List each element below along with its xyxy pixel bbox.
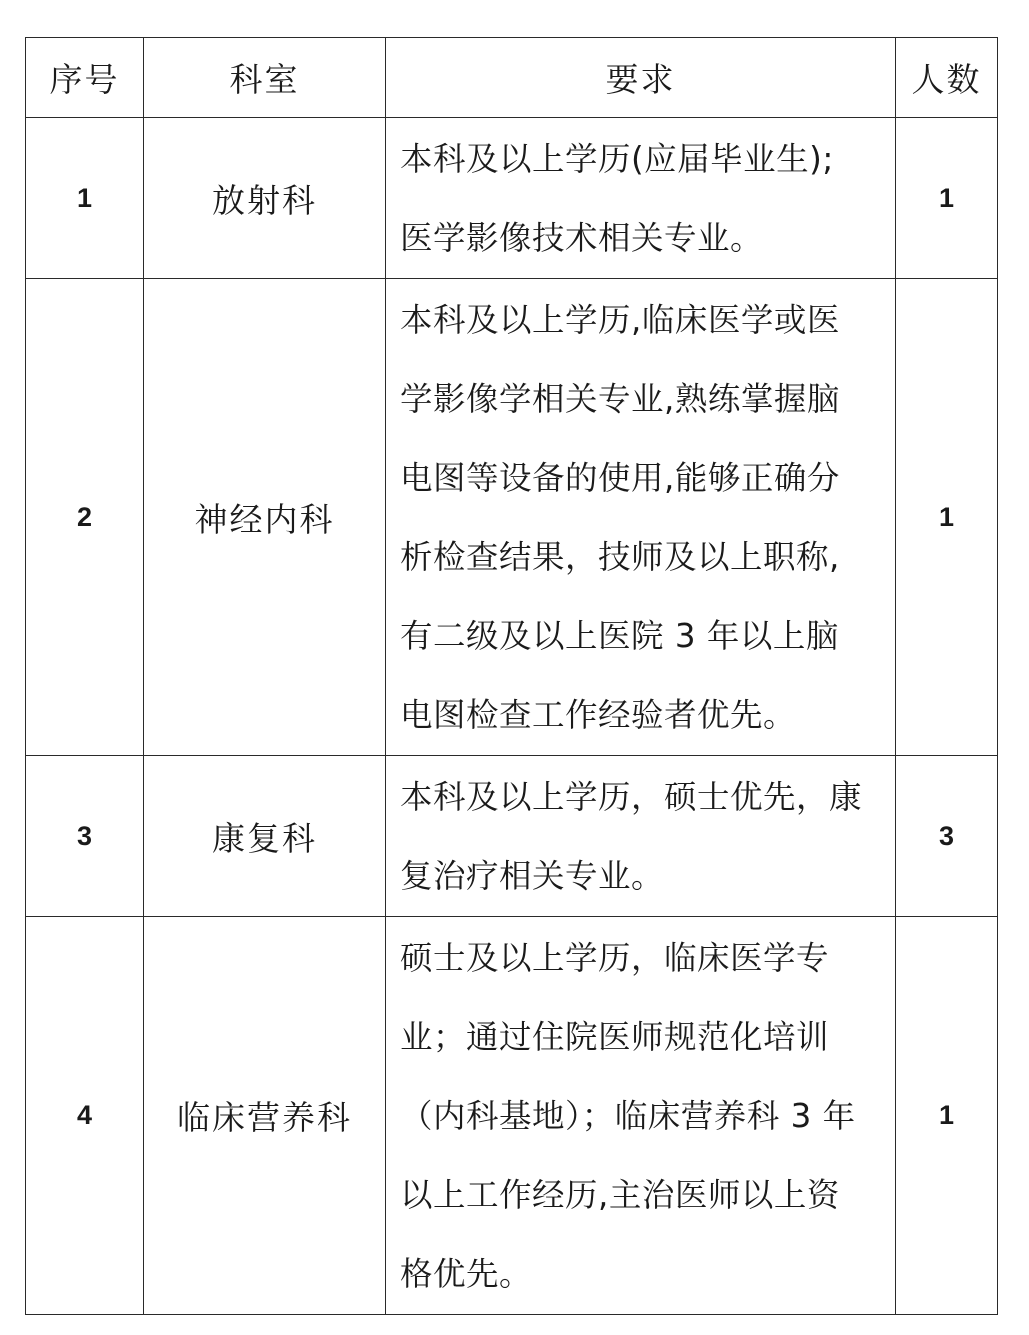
requirement-line: 电图检查工作经验者优先。 — [400, 696, 797, 734]
requirement-line: 医学影像技术相关专业。 — [400, 219, 764, 257]
row-index: 4 — [26, 917, 144, 1315]
row-count: 1 — [896, 917, 998, 1315]
header-row — [26, 38, 998, 118]
requirement-line: 本科及以上学历,临床医学或医 — [400, 301, 840, 339]
row-requirements — [386, 917, 896, 1315]
requirement-line: 以上工作经历,主治医师以上资 — [400, 1176, 840, 1214]
header-department: 科室 — [144, 38, 386, 118]
row-department: 神经内科 — [144, 279, 386, 756]
requirement-line: 电图等设备的使用,能够正确分 — [400, 459, 840, 497]
table-row — [26, 917, 998, 1315]
table-row — [26, 118, 998, 279]
row-count: 3 — [896, 756, 998, 917]
row-index: 2 — [26, 279, 144, 756]
header-count: 人数 — [896, 38, 998, 118]
requirement-line: 硕士及以上学历，临床医学专 — [400, 939, 830, 977]
recruitment-table — [25, 37, 998, 1315]
row-requirements — [386, 756, 896, 917]
requirement-line: 本科及以上学历，硕士优先，康 — [400, 778, 863, 816]
row-requirements — [386, 118, 896, 279]
requirement-line: 本科及以上学历(应届毕业生); — [400, 140, 834, 178]
requirement-line: 学影像学相关专业,熟练掌握脑 — [400, 380, 840, 418]
header-index: 序号 — [26, 38, 144, 118]
row-index: 1 — [26, 118, 144, 279]
requirement-line: 业；通过住院医师规范化培训 — [400, 1018, 830, 1056]
table-row — [26, 279, 998, 756]
row-department: 临床营养科 — [144, 917, 386, 1315]
row-count: 1 — [896, 118, 998, 279]
row-department: 放射科 — [144, 118, 386, 279]
row-requirements — [386, 279, 896, 756]
row-department: 康复科 — [144, 756, 386, 917]
requirement-line: （内科基地）；临床营养科 3 年 — [400, 1097, 856, 1135]
requirement-line: 复治疗相关专业。 — [400, 857, 665, 895]
requirement-line: 析检查结果，技师及以上职称, — [400, 538, 840, 576]
requirement-line: 有二级及以上医院 3 年以上脑 — [400, 617, 839, 655]
row-count: 1 — [896, 279, 998, 756]
table-row — [26, 756, 998, 917]
requirement-line: 格优先。 — [400, 1255, 533, 1293]
row-index: 3 — [26, 756, 144, 917]
header-requirements: 要求 — [386, 38, 896, 118]
